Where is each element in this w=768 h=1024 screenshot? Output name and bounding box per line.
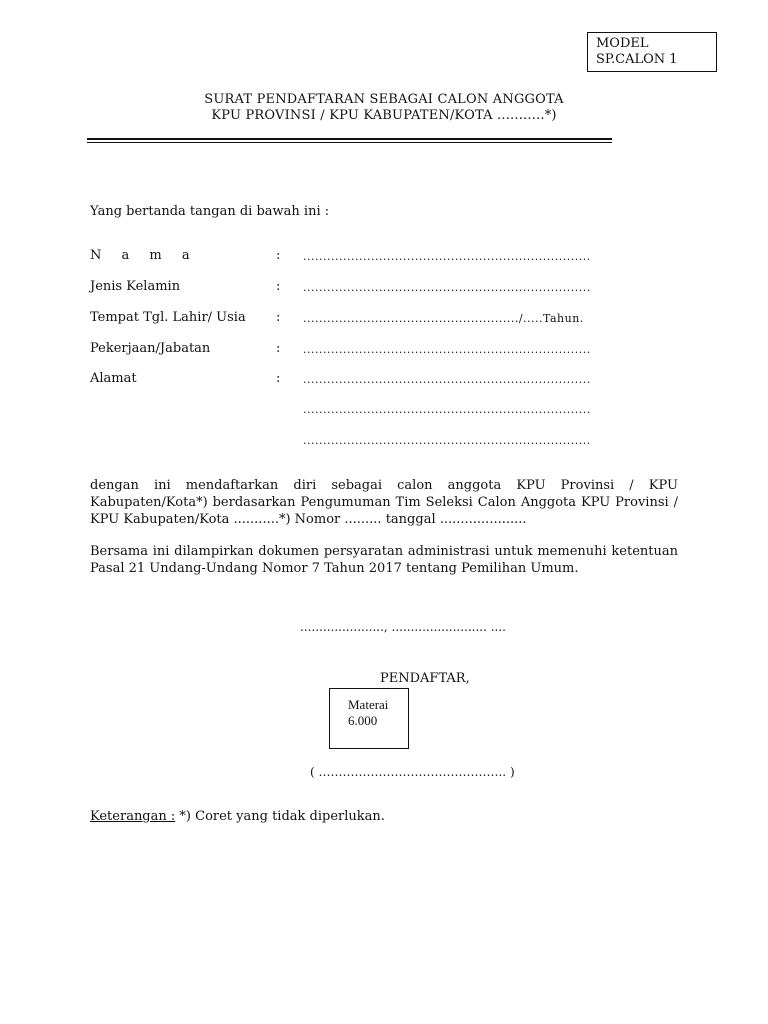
field-colon: : — [276, 341, 281, 356]
attachment-statement: Bersama ini dilampirkan dokumen persyaratan administrasi untuk memenuhi ketentuan Pasal 21 Undang-Undang Nomor 7 Tahun 2017 tentang Pemilihan Umum. — [90, 544, 678, 576]
field-value-alamat[interactable]: ........................................................................ — [303, 373, 591, 386]
field-label-pekerjaan: Pekerjaan/Jabatan — [90, 341, 211, 356]
field-colon: : — [276, 248, 281, 263]
registration-statement: dengan ini mendaftarkan diri sebagai calon anggota KPU Provinsi / KPU Kabupaten/Kota*) berdasarkan Pengumuman Tim Seleksi Calon Anggota KPU Provinsi / KPU Kabupaten/Kota ...........*) Nomor ......... tanggal ..................... — [90, 478, 678, 527]
materai-stamp-box — [329, 688, 409, 749]
title-divider-thin — [87, 142, 612, 143]
field-value-pekerjaan[interactable]: ........................................................................ — [303, 343, 591, 356]
document-title — [90, 92, 678, 124]
field-label-jenis-kelamin: Jenis Kelamin — [90, 279, 181, 294]
document-title-line2: KPU PROVINSI / KPU KABUPATEN/KOTA ...........*) — [211, 108, 557, 123]
field-value-tempat-tgl-lahir[interactable]: ....................................................../.....Tahun. — [303, 312, 584, 325]
intro-text: Yang bertanda tangan di bawah ini : — [90, 204, 330, 219]
model-code-line1: MODEL — [596, 36, 649, 51]
model-code-line2: SP.CALON 1 — [596, 52, 678, 67]
field-value-alamat-line3[interactable]: ........................................................................ — [303, 434, 591, 447]
place-date-line[interactable]: ......................, ......................... .... — [300, 620, 506, 634]
model-code-box — [587, 32, 717, 72]
field-colon: : — [276, 279, 281, 294]
field-colon: : — [276, 310, 281, 325]
field-label-alamat: Alamat — [90, 371, 137, 386]
materai-label: Materai — [348, 697, 389, 712]
field-value-alamat-line2[interactable]: ........................................................................ — [303, 403, 591, 416]
materai-value: 6.000 — [348, 713, 378, 728]
footnote-text: *) Coret yang tidak diperlukan. — [175, 809, 385, 824]
field-value-jenis-kelamin[interactable]: ........................................................................ — [303, 281, 591, 294]
field-label-nama: N a m a — [90, 248, 198, 263]
field-colon: : — [276, 371, 281, 386]
document-title-line1: SURAT PENDAFTARAN SEBAGAI CALON ANGGOTA — [204, 92, 564, 107]
footnote-label: Keterangan : — [90, 809, 176, 824]
signer-label: PENDAFTAR, — [380, 671, 470, 686]
field-label-tempat-tgl-lahir: Tempat Tgl. Lahir/ Usia — [90, 310, 246, 325]
title-divider-thick — [87, 138, 612, 140]
signature-name-line[interactable]: ( ……………………………………….. ) — [310, 765, 515, 779]
footnote — [90, 809, 385, 824]
field-value-nama[interactable]: ........................................................................ — [303, 250, 591, 263]
